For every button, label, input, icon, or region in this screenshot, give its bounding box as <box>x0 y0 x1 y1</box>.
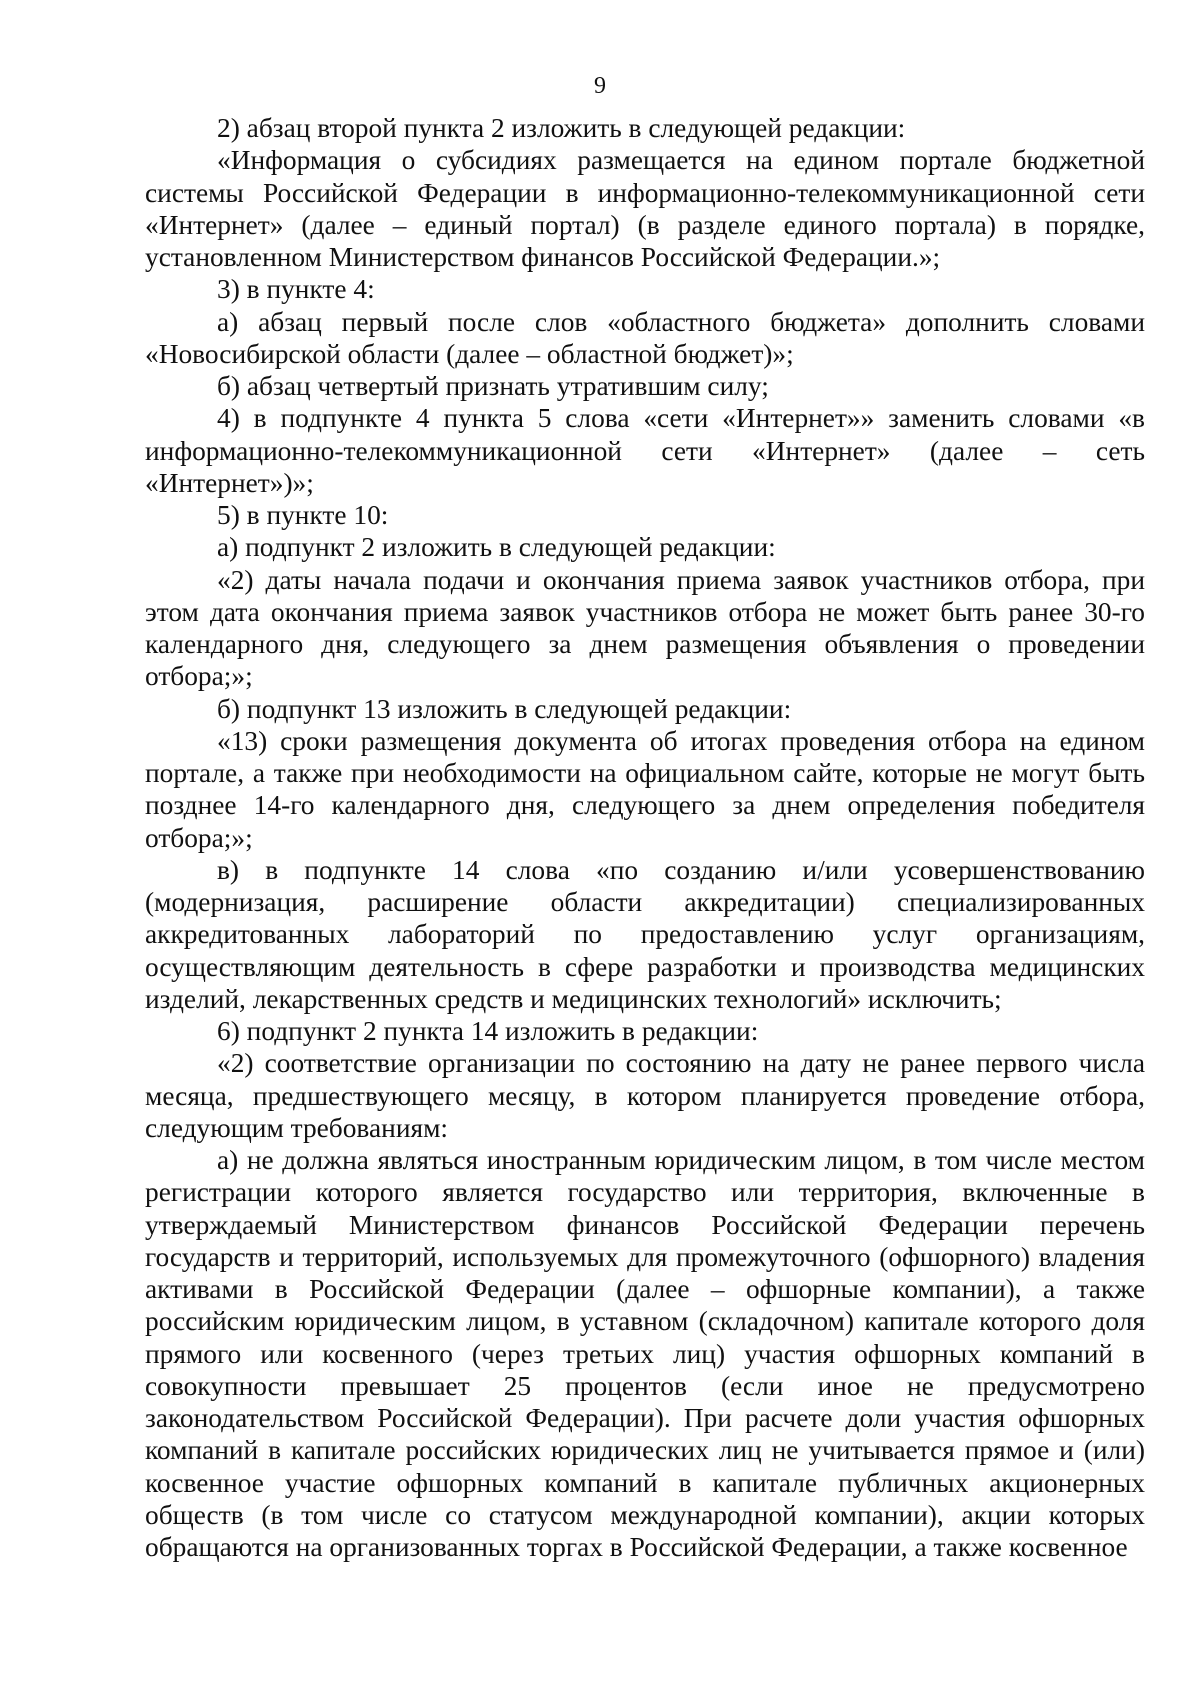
paragraph: «2) даты начала подачи и окончания приема заявок участников отбора, при этом дата окончания приема заявок участников отбора не может быть ранее 30-го календарного дня, следующего за днем размещения объявления о проведении отбора;»; <box>145 564 1145 692</box>
paragraph: «13) сроки размещения документа об итогах проведения отбора на едином портале, а также при необходимости на официальном сайте, которые не могут быть позднее 14-го календарного дня, следующего за днем определения победителя отбора;»; <box>145 725 1145 853</box>
paragraph: 5) в пункте 10: <box>217 500 389 530</box>
paragraph: 2) абзац второй пункта 2 изложить в следующей редакции: <box>217 113 906 143</box>
paragraph: б) подпункт 13 изложить в следующей редакции: <box>217 693 792 724</box>
paragraph: а) не должна являться иностранным юридическим лицом, в том числе местом регистрации которого является государство или территория, включенные в утверждаемый Министерством финансов Российской Федерации перечень государств и территорий, используемых для промежуточного (офшорного) владения активами в Российской Федерации (далее – офшорные компании), а также российским юридическим лицом, в уставном (складочном) капитале которого доля прямого или косвенного (через третьих лиц) участия офшорных компаний в совокупности превышает 25 процентов (если иное не предусмотрено законодательством Российской Федерации). При расчете доли участия офшорных компаний в капитале российских юридических лиц не учитывается прямое и (или) косвенное участие офшорных компаний в капитале публичных акционерных обществ (в том числе со статусом международной компании), акции которых обращаются на организованных торгах в Российской Федерации, а также косвенное <box>145 1145 1145 1562</box>
page-number: 9 <box>594 73 606 99</box>
paragraph: а) абзац первый после слов «областного бюджета» дополнить словами «Новосибирской области (далее – областной бюджет)»; <box>145 306 1145 369</box>
paragraph: 3) в пункте 4: <box>217 274 375 305</box>
paragraph: «2) соответствие организации по состоянию на дату не ранее первого числа месяца, предшествующего месяцу, в котором планируется проведение отбора, следующим требованиям: <box>145 1048 1145 1143</box>
paragraph: в) в подпункте 14 слова «по созданию и/или усовершенствованию (модернизация, расширение области аккредитации) специализированных аккредитованных лабораторий по предоставлению услуг организациям, осуществляющим деятельность в сфере разработки и производства медицинских изделий, лекарственных средств и медицинских технологий» исключить; <box>145 854 1145 1014</box>
paragraph: 4) в подпункте 4 пункта 5 слова «сети «Интернет»» заменить словами «в информационно-телекоммуникационной сети «Интернет» (далее – сеть «Интернет»)»; <box>145 403 1145 498</box>
paragraph: «Информация о субсидиях размещается на едином портале бюджетной системы Российской Федерации в информационно-телекоммуникационной сети «Интернет» (далее – единый портал) (в разделе единого портала) в порядке, установленном Министерством финансов Российской Федерации.»; <box>145 145 1145 272</box>
document-body <box>145 112 1145 1563</box>
paragraph: б) абзац четвертый признать утратившим силу; <box>217 371 769 401</box>
paragraph: а) подпункт 2 изложить в следующей редакции: <box>217 532 776 563</box>
paragraph: 6) подпункт 2 пункта 14 изложить в редакции: <box>217 1016 759 1046</box>
